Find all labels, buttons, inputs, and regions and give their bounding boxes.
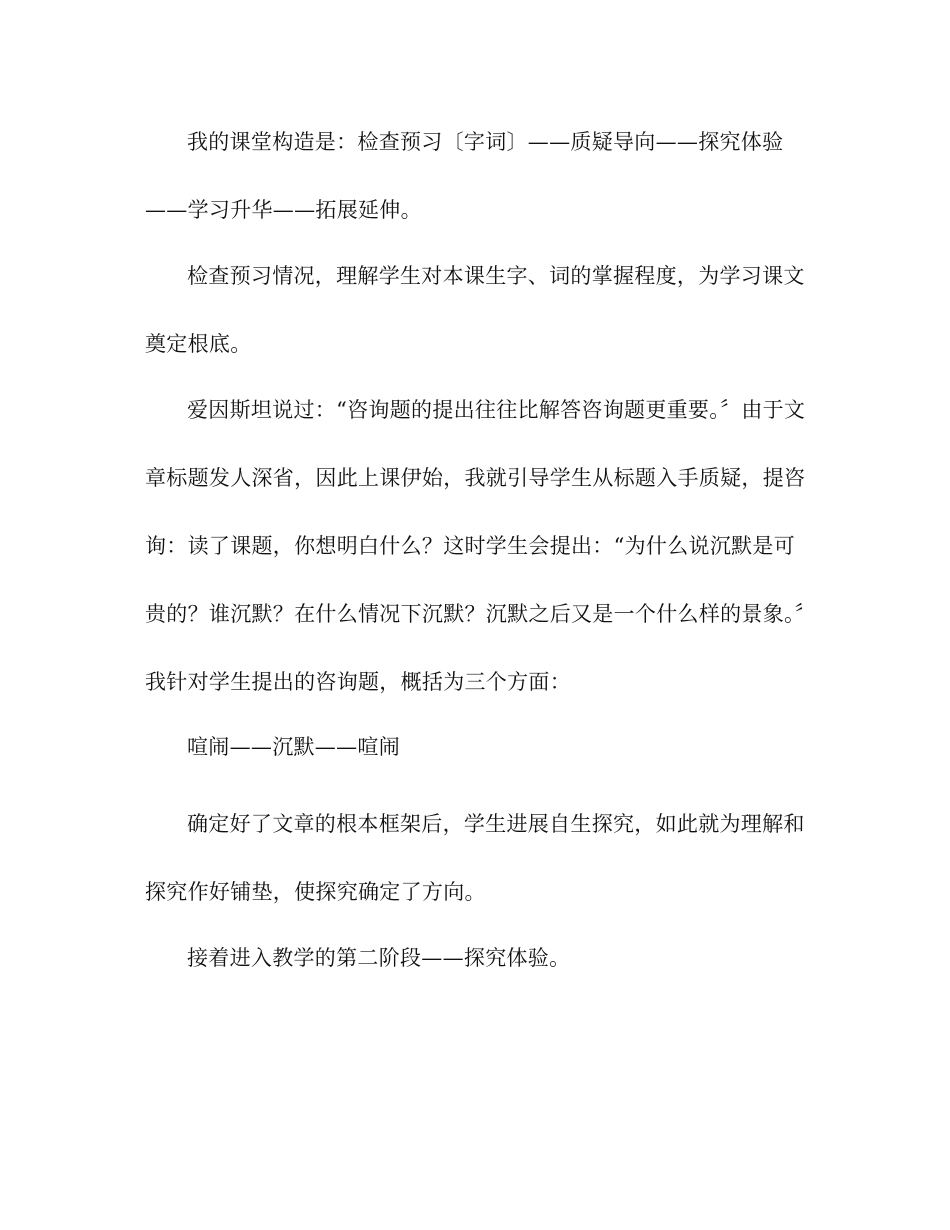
paragraph-classroom-structure: 我的课堂构造是：检查预习〔字词〕——质疑导向——探究体验——学习升华——拓展延伸。 <box>145 130 784 222</box>
paragraph-check-preview: 检查预习情况，理解学生对本课生字、词的掌握程度，为学习课文奠定根底。 <box>145 264 805 356</box>
paragraph-three-aspects: 喧闹——沉默——喧闹 <box>187 735 400 759</box>
paragraph-second-stage: 接着进入教学的第二阶段——探究体验。 <box>187 946 571 970</box>
paragraph-einstein-quote: 爱因斯坦说过：“咨询题的提出往往比解答咨询题更重要。〞由于文章标题发人深省，因此上课伊始，我就引导学生从标题入手质疑，提咨询：读了课题，你想明白什么？这时学生会提出：“为什么说沉默是可贵的？谁沉默？在什么情况下沉默？沉默之后又是一个什么样的景象。〞我针对学生提出的咨询题，概括为三个方面： <box>145 398 806 694</box>
paragraph-framework: 确定好了文章的根本框架后，学生进展自生探究，如此就为理解和探究作好铺垫，使探究确定了方向。 <box>145 812 805 904</box>
